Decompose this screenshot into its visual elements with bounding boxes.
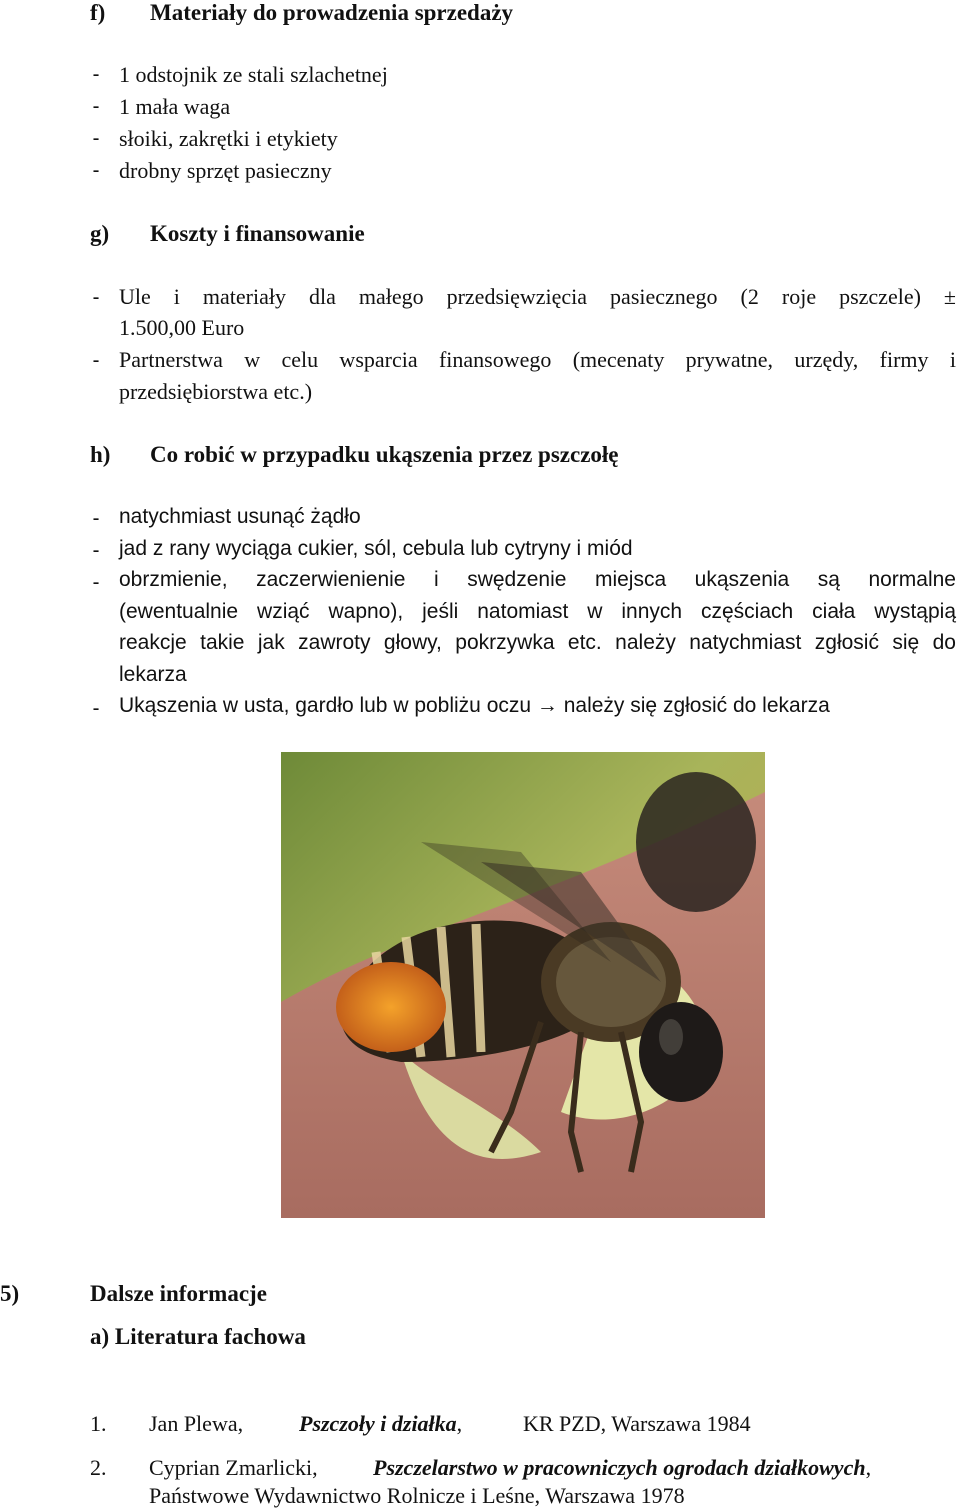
ref-number: 2. bbox=[90, 1455, 107, 1480]
bullet-dash: - bbox=[90, 538, 103, 562]
list-item: natychmiast usunąć żądło bbox=[119, 505, 361, 528]
section-h-marker: h) bbox=[90, 442, 111, 467]
section-g-marker: g) bbox=[90, 221, 110, 246]
bullet-dash: - bbox=[90, 94, 103, 118]
bee-photo bbox=[281, 752, 765, 1218]
bullet-dash: - bbox=[90, 158, 103, 182]
list-item: Ukąszenia w usta, gardło lub w pobliżu oczu → należy się zgłosić do lekarza bbox=[119, 694, 830, 717]
subsection-title: a) Literatura fachowa bbox=[90, 1324, 306, 1349]
list-item: drobny sprzęt pasieczny bbox=[119, 158, 332, 183]
section-g-title: Koszty i finansowanie bbox=[150, 221, 365, 246]
list-item-line: lekarza bbox=[119, 663, 187, 686]
section-5-marker: 5) bbox=[0, 1281, 20, 1306]
ref-author: Cyprian Zmarlicki, bbox=[149, 1455, 318, 1480]
list-item-line: przedsiębiorstwa etc.) bbox=[119, 379, 313, 404]
ref-title: Pszczoły i działka bbox=[299, 1411, 457, 1436]
ref-number: 1. bbox=[90, 1411, 107, 1436]
bullet-dash: - bbox=[90, 570, 103, 594]
ref-title-tail: , bbox=[456, 1411, 463, 1436]
list-item-line: (ewentualnie wziąć wapno), jeśli natomiast w innych częściach ciała wystąpią bbox=[119, 600, 956, 623]
list-item: słoiki, zakrętki i etykiety bbox=[119, 126, 338, 151]
list-item: 1 odstojnik ze stali szlachetnej bbox=[119, 62, 388, 87]
bullet-dash: - bbox=[90, 62, 103, 86]
bullet-dash: - bbox=[90, 348, 103, 372]
section-f-marker: f) bbox=[90, 0, 106, 25]
ref-title: Pszczelarstwo w pracowniczych ogrodach działkowych bbox=[373, 1455, 866, 1480]
bullet-dash: - bbox=[90, 126, 103, 150]
bullet-dash: - bbox=[90, 285, 103, 309]
list-item: jad z rany wyciąga cukier, sól, cebula lub cytryny i miód bbox=[119, 537, 633, 560]
list-item-line: obrzmienie, zaczerwienienie i swędzenie miejsca ukąszenia są normalne bbox=[119, 568, 956, 591]
ref-publisher: Państwowe Wydawnictwo Rolnicze i Leśne, Warszawa 1978 bbox=[149, 1483, 685, 1508]
ref-title-line bbox=[299, 1411, 462, 1437]
bullet-dash: - bbox=[90, 506, 103, 530]
ref-publisher: KR PZD, Warszawa 1984 bbox=[523, 1411, 751, 1436]
bullet-dash: - bbox=[90, 696, 103, 720]
ref-author: Jan Plewa, bbox=[149, 1411, 244, 1436]
section-f-title: Materiały do prowadzenia sprzedaży bbox=[150, 0, 514, 25]
section-h-title: Co robić w przypadku ukąszenia przez pszczołę bbox=[150, 442, 619, 467]
list-item-line: Ule i materiały dla małego przedsięwzięcia pasiecznego (2 roje pszczele) ± bbox=[119, 284, 956, 309]
ref-title-line bbox=[373, 1455, 871, 1481]
section-5-title: Dalsze informacje bbox=[90, 1281, 267, 1306]
list-item-line: 1.500,00 Euro bbox=[119, 315, 245, 340]
ref-title-tail: , bbox=[865, 1455, 872, 1480]
list-item: 1 mała waga bbox=[119, 94, 231, 119]
list-item-line: reakcje takie jak zawroty głowy, pokrzywka etc. należy natychmiast zgłosić się do bbox=[119, 631, 956, 654]
list-item-line: Partnerstwa w celu wsparcia finansowego (mecenaty prywatne, urzędy, firmy i bbox=[119, 347, 956, 372]
